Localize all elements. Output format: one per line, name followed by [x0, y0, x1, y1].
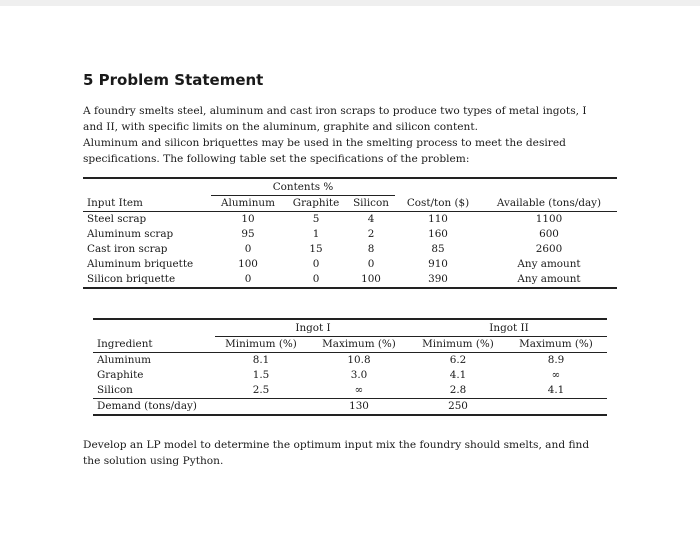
outro-paragraph — [83, 437, 617, 469]
viewer-top-bar — [0, 0, 700, 6]
contents-group-header: Contents % — [211, 178, 395, 196]
cell: 2600 — [535, 243, 563, 255]
cell: 8 — [367, 243, 375, 255]
cell: 4 — [367, 213, 375, 225]
ingot-1-group-header: Ingot I — [215, 319, 411, 337]
intro-line: and II, with specific limits on the aluminum, graphite and silicon content. — [83, 121, 478, 133]
cell: 85 — [431, 243, 445, 255]
cell: 6.2 — [449, 354, 467, 366]
intro-line: Aluminum and silicon briquettes may be used in the smelting process to meet the desired — [83, 137, 566, 149]
column-header: Maximum (%) — [307, 337, 411, 353]
column-header: Graphite — [285, 196, 347, 212]
cell: 1100 — [535, 213, 563, 225]
cell: 4.1 — [505, 383, 607, 399]
cell — [505, 399, 607, 416]
cell: 130 — [349, 400, 369, 412]
column-header: Maximum (%) — [505, 337, 607, 353]
cell: 100 — [361, 273, 381, 285]
cell: Demand (tons/day) — [97, 400, 197, 412]
cell: 390 — [428, 273, 448, 285]
cell: Aluminum scrap — [87, 228, 174, 240]
cell: 3.0 — [350, 369, 368, 381]
table-group-header-row — [83, 178, 617, 196]
cell: 0 — [312, 273, 320, 285]
outro-line: the solution using Python. — [83, 455, 224, 467]
table-row — [83, 212, 617, 228]
cell: 2.8 — [411, 383, 505, 399]
cell: 250 — [448, 400, 468, 412]
intro-line: specifications. The following table set the specifications of the problem: — [83, 153, 470, 165]
cell: 0 — [244, 273, 252, 285]
cell: 600 — [539, 228, 559, 240]
cell: 110 — [428, 213, 448, 225]
cell: Silicon — [93, 383, 215, 399]
table-row — [93, 399, 607, 416]
column-header: Silicon — [347, 196, 395, 212]
cell: 8.9 — [547, 354, 565, 366]
cell: 100 — [238, 258, 258, 270]
cell: Aluminum — [97, 354, 151, 366]
cell: 4.1 — [449, 369, 467, 381]
column-header: Ingredient — [93, 337, 215, 353]
cell: 8.1 — [252, 354, 270, 366]
outro-line: Develop an LP model to determine the optimum input mix the foundry should smelts, and find — [83, 439, 590, 451]
column-header: Input Item — [83, 196, 211, 212]
table-header-row — [93, 337, 607, 353]
intro-paragraph — [83, 103, 617, 167]
cell: 2 — [367, 228, 375, 240]
cell: 0 — [244, 243, 252, 255]
cell: 160 — [428, 228, 448, 240]
cell: Any amount — [517, 273, 581, 285]
cell: 1.5 — [252, 369, 270, 381]
table-row — [93, 368, 607, 383]
cell: ∞ — [551, 369, 561, 381]
table-header-row — [83, 196, 617, 212]
table-row — [93, 383, 607, 399]
cell: Silicon briquette — [87, 273, 176, 285]
cell: 0 — [367, 258, 375, 270]
intro-line: A foundry smelts steel, aluminum and cast iron scraps to produce two types of metal ingots, I — [83, 105, 587, 117]
cell: Steel scrap — [87, 213, 147, 225]
cell: 2.5 — [215, 383, 307, 399]
table-row — [83, 242, 617, 257]
cell: 95 — [241, 228, 255, 240]
cell: Aluminum briquette — [87, 258, 194, 270]
cell — [215, 399, 307, 416]
section-heading: 5 Problem Statement — [83, 71, 264, 89]
table-row — [93, 353, 607, 369]
cell: Any amount — [517, 258, 581, 270]
cell: Graphite — [97, 369, 144, 381]
ingot-specs-table — [93, 318, 607, 416]
cell: ∞ — [307, 383, 411, 399]
cell: 10 — [241, 213, 255, 225]
ingot-2-group-header: Ingot II — [411, 319, 607, 337]
column-header: Cost/ton ($) — [395, 196, 481, 212]
column-header: Available (tons/day) — [481, 196, 617, 212]
cell: 1 — [312, 228, 320, 240]
table-row — [83, 272, 617, 288]
column-header: Minimum (%) — [215, 337, 307, 353]
input-items-table — [83, 177, 617, 289]
cell: Cast iron scrap — [87, 243, 168, 255]
table-group-header-row — [93, 319, 607, 337]
column-header: Aluminum — [211, 196, 285, 212]
column-header: Minimum (%) — [411, 337, 505, 353]
table-row — [83, 227, 617, 242]
cell: 0 — [312, 258, 320, 270]
cell: 5 — [312, 213, 320, 225]
table-row — [83, 257, 617, 272]
cell: 15 — [309, 243, 323, 255]
cell: 910 — [428, 258, 448, 270]
cell: 10.8 — [347, 354, 371, 366]
